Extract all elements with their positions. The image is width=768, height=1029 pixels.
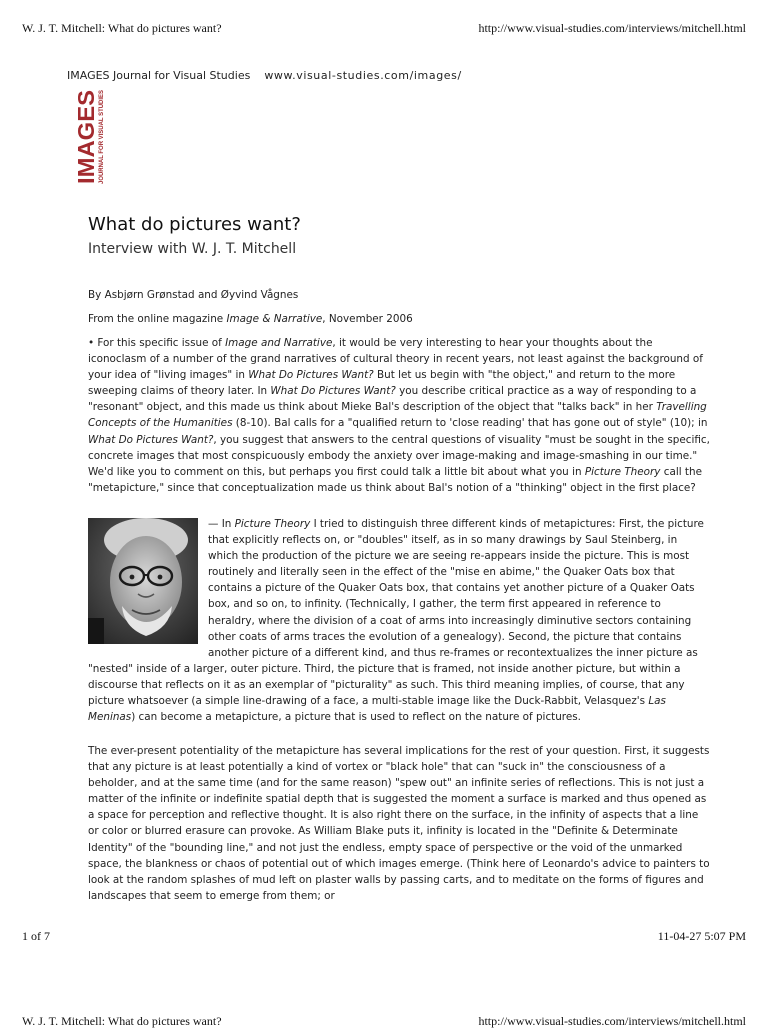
page-number: 1 of 7	[22, 929, 50, 943]
print-footer	[22, 929, 746, 944]
site-url-link[interactable]: www.visual-studies.com/images/	[264, 69, 462, 82]
body-paragraph: The ever-present potentiality of the metapicture has several implications for the rest of your question. First, it suggests that any picture is at least potentially a kind of vortex or "black hole" that can "suck in" the consciousness of a beholder, and at the same time (and for the same reason) "spew out" an infinite series of reflections. This is not just a matter of the infinite or indefinite spatial depth that is suggested the moment a surface is marked and thus opened as a space for perception and reflective thought. It is also right there on the surface, in the infinity of aspects that a line or color or blurred erasure can provoke. As William Blake puts it, infinity is located in the "Definite & Determinate Identity" of the "bounding line," and not just the endless, empty space of perspective or the void of the unmarked space, the blankness or chaos of potential out of which images emerge. (Think here of Leonardo's advice to painters to look at the random splashes of mud left on plaster walls by passing carts, and to meditate on the forms of figures and landscapes that seem to emerge from them; or	[88, 745, 710, 902]
print-datetime: 11-04-27 5:07 PM	[657, 929, 746, 943]
article-subtitle: Interview with W. J. T. Mitchell	[88, 241, 297, 257]
source-line: From the online magazine Image & Narrative, November 2006	[88, 313, 413, 325]
logo-wordmark: IMAGES	[73, 93, 99, 184]
print-header-url: http://www.visual-studies.com/interviews/mitchell.html	[478, 21, 746, 35]
next-page-header	[22, 1014, 746, 1029]
site-name: IMAGES Journal for Visual Studies	[67, 69, 251, 82]
print-header-title: W. J. T. Mitchell: What do pictures want?	[22, 21, 222, 35]
logo-subtitle: JOURNAL FOR VISUAL STUDIES	[99, 89, 105, 184]
next-header-url: http://www.visual-studies.com/interviews/mitchell.html	[478, 1014, 746, 1028]
site-line	[67, 69, 462, 82]
magazine-name: Image & Narrative	[226, 313, 323, 325]
question-paragraph: • For this specific issue of Image and Narrative, it would be very interesting to hear your thoughts about the iconoclasm of a number of the grand narratives of cultural theory in recent years, not least against the background of your idea of "living images" in What Do Pictures Want? But let us begin with "the object," and return to the more sweeping claims of theory later. In What Do Pictures Want? you describe critical practice as a way of responding to a "resonant" object, and this made us think about Mieke Bal's description of the object that "talks back" in her Travelling Concepts of the Humanities (8-10). Bal calls for a "qualified return to 'close reading' that has gone out of style" (10); in What Do Pictures Want?, you suggest that answers to the central questions of visuality "must be sought in the specific, concrete images that most conspicuously embody the anxiety over image-making and image-smashing in our time." We'd like you to comment on this, but perhaps you first could talk a little bit about what you in Picture Theory call the "metapicture," since that conceptualization made us think about Bal's notion of a "thinking" object in the first place?	[88, 337, 710, 494]
answer-paragraph: — In Picture Theory I tried to distinguish three different kinds of metapictures: First, the picture that explicitly reflects on, or "doubles" itself, as in so many drawings by Saul Steinberg, in which the production of the picture we are seeing re-appears inside the picture. This is most routinely and literally seen in the effect of the "mise en abime," the Quaker Oats box that contains a picture of the Quaker Oats box, that contains yet another picture of a Quaker Oats box, and so on, to infinity. (Technically, I gather, the term first appeared in reference to heraldry, where the division of a coat of arms into increasingly diminutive sectors containing other coats of arms traces the evolution of a genealogy). Second, the picture that contains another picture of a different kind, and thus re-frames or recontextualizes the inner picture as "nested" inside of a larger, outer picture. Third, the picture that is framed, not inside another picture, but within a discourse that reflects on it as an exemplar of "picturality" as such. This third meaning implies, of course, that any picture whatsoever (a simple line-drawing of a face, a multi-stable image like the Duck-Rabbit, Velasquez's Las Meninas) can become a metapicture, a picture that is used to reflect on the nature of pictures.	[88, 518, 704, 724]
images-logo[interactable]	[72, 88, 106, 184]
article-title: What do pictures want?	[88, 214, 301, 235]
print-header	[22, 21, 746, 36]
next-header-title: W. J. T. Mitchell: What do pictures want?	[22, 1014, 222, 1028]
mitchell-portrait-photo	[88, 518, 198, 644]
byline: By Asbjørn Grønstad and Øyvind Vågnes	[88, 289, 299, 301]
